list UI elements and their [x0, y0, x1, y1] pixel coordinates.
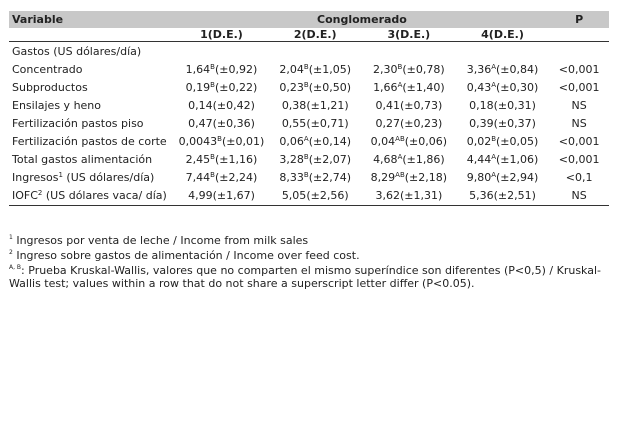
cell-superscript: A [491, 153, 496, 161]
cell-col-4 [456, 79, 550, 97]
table-row [9, 97, 609, 115]
cell-mean: 2,45 [185, 153, 211, 166]
footnote-2-mark: 2 [9, 249, 13, 256]
row-label-text: Subproductos [12, 81, 88, 94]
cell-sd: (±1,86) [402, 153, 445, 166]
cell-sd: (±1,40) [402, 81, 445, 94]
cell-mean: 0,19 [185, 81, 211, 94]
cell-p-value: <0,001 [558, 153, 600, 166]
cell-sd: (±2,07) [308, 153, 352, 166]
cell-superscript: B [210, 171, 215, 179]
cell-p-value: <0,001 [558, 81, 600, 94]
cell-mean: 2,04 [279, 63, 304, 76]
cell-col-4 [456, 133, 550, 151]
cell-p-value: NS [571, 117, 587, 130]
cell-col-1 [175, 169, 269, 187]
cell-col-4 [456, 115, 550, 133]
cell-sd: (±2,56) [306, 189, 349, 202]
cell-col-3 [362, 61, 456, 79]
footnote-3-text: : Prueba Kruskal-Wallis, valores que no comparten el mismo superíndice son diferentes (P<0,5) / Kruskal-Wallis test; values within a row that do not share a superscript letter differ (P<0.05). [9, 264, 601, 290]
table-row [9, 79, 609, 97]
cell-col-2 [268, 79, 362, 97]
row-label-text: Fertilización pastos piso [12, 117, 144, 130]
cell-sd: (±0,05) [496, 135, 539, 148]
cell-superscript: AB [395, 135, 405, 143]
cell-mean: 0,0043 [178, 135, 218, 148]
cell-mean: 4,99 [188, 189, 213, 202]
row-label-text: Fertilización pastos de corte [12, 135, 167, 148]
cell-mean: 7,44 [185, 171, 211, 184]
cell-sd: (±1,16) [214, 153, 258, 166]
cell-sd: (±0,36) [212, 117, 255, 130]
table-row [9, 115, 609, 133]
footnote-1-text: Ingresos por venta de leche / Income from milk sales [16, 234, 309, 247]
cell-mean: 0,23 [279, 81, 304, 94]
cell-p-value: NS [549, 187, 609, 206]
cell-sd: (±0,84) [496, 63, 539, 76]
footnote-3 [9, 264, 615, 290]
cell-col-3 [362, 187, 456, 206]
cell-mean: 4,44 [466, 153, 492, 166]
row-label [9, 61, 175, 79]
cell-col-1 [175, 133, 269, 151]
table-row [9, 133, 609, 151]
cell-sd: (±0,50) [308, 81, 352, 94]
row-label-tail: (US dólares vaca/ día) [42, 189, 167, 202]
cell-col-3 [362, 79, 456, 97]
cell-mean: 8,33 [279, 171, 304, 184]
cell-superscript: B [210, 153, 215, 161]
cell-mean: 4,68 [373, 153, 398, 166]
cell-superscript: B [303, 81, 309, 89]
row-label-text: IOFC [12, 189, 38, 202]
header-col-1: 1(D.E.) [175, 28, 269, 42]
cell-col-2 [268, 97, 362, 115]
cell-col-2 [268, 187, 362, 206]
cell-col-1 [175, 61, 269, 79]
row-label-tail: (US dólares/día) [62, 171, 155, 184]
cell-mean: 0,14 [188, 99, 213, 112]
cell-mean: 0,41 [375, 99, 400, 112]
cell-mean: 5,36 [469, 189, 494, 202]
cell-mean: 5,05 [281, 189, 307, 202]
table-header-row [9, 11, 609, 28]
cell-p-value: <0,1 [565, 171, 593, 184]
cell-col-1 [175, 151, 269, 169]
cell-sd: (±0,71) [306, 117, 349, 130]
cell-mean: 9,80 [466, 171, 492, 184]
cell-col-3 [362, 97, 456, 115]
cell-superscript: B [303, 171, 309, 179]
table-subheader-row [9, 28, 609, 42]
cell-superscript: A [491, 171, 496, 179]
cell-mean: 0,02 [466, 135, 492, 148]
header-p: P [549, 11, 609, 28]
cell-col-3 [362, 169, 456, 187]
cell-sd: (±1,31) [399, 189, 443, 202]
cell-sd: (±0,92) [214, 63, 258, 76]
table-row [9, 187, 609, 206]
table-row [9, 169, 609, 187]
cell-superscript: B [217, 135, 222, 143]
header-col-3: 3(D.E.) [362, 28, 456, 42]
cell-sd: (±0,37) [493, 117, 536, 130]
footnote-2 [9, 249, 615, 262]
cell-superscript: A [491, 81, 496, 89]
header-variable: Variable [9, 11, 175, 28]
cell-sd: (±0,31) [493, 99, 536, 112]
row-label-text: Ingresos [12, 171, 59, 184]
cell-col-1 [175, 97, 269, 115]
row-label [9, 187, 175, 206]
cell-mean: 0,43 [466, 81, 492, 94]
row-label [9, 133, 175, 151]
cell-mean: 0,04 [370, 135, 396, 148]
cell-sd: (±0,42) [212, 99, 255, 112]
cell-superscript: B [210, 63, 215, 71]
cell-mean: 0,39 [469, 117, 494, 130]
cell-col-2 [268, 151, 362, 169]
row-label-text: Ensilajes y heno [12, 99, 102, 112]
cell-mean: 0,18 [469, 99, 494, 112]
cell-superscript: B [397, 63, 403, 71]
cell-col-3 [362, 151, 456, 169]
cell-superscript: B [491, 135, 497, 143]
cell-sd: (±0,06) [404, 135, 448, 148]
cell-sd: (±0,73) [399, 99, 443, 112]
cell-col-3 [362, 115, 456, 133]
cell-col-1 [175, 115, 269, 133]
cell-sd: (±0,01) [221, 135, 265, 148]
footnotes [9, 234, 615, 292]
cell-mean: 1,66 [373, 81, 398, 94]
footnote-2-text: Ingreso sobre gastos de alimentación / Income over feed cost. [16, 249, 360, 262]
cell-mean: 3,36 [466, 63, 492, 76]
cell-superscript: B [303, 153, 309, 161]
row-label [9, 97, 175, 115]
cell-sd: (±1,21) [306, 99, 349, 112]
row-label [9, 115, 175, 133]
cell-superscript: A [397, 81, 403, 89]
cell-sd: (±0,14) [308, 135, 351, 148]
cell-p-value: <0,001 [558, 63, 600, 76]
row-label-footnote-mark: 1 [58, 171, 63, 179]
cell-mean: 1,64 [185, 63, 211, 76]
cell-superscript: B [303, 63, 309, 71]
cell-superscript: A [397, 153, 403, 161]
cell-sd: (±2,18) [404, 171, 448, 184]
cell-mean: 0,38 [281, 99, 307, 112]
cell-superscript: AB [395, 171, 405, 179]
cell-sd: (±2,74) [308, 171, 352, 184]
cell-mean: 3,62 [375, 189, 400, 202]
cell-superscript: A [491, 63, 496, 71]
cell-mean: 2,30 [373, 63, 398, 76]
cell-superscript: B [210, 81, 215, 89]
cell-p-value: NS [571, 99, 587, 112]
cell-superscript: A [303, 135, 309, 143]
cell-col-3 [362, 133, 456, 151]
table-row [9, 61, 609, 79]
cell-sd: (±0,23) [399, 117, 443, 130]
cell-mean: 0,27 [375, 117, 400, 130]
cell-mean: 3,28 [279, 153, 304, 166]
cell-col-4 [456, 151, 550, 169]
cell-sd: (±0,30) [496, 81, 539, 94]
section-label: Gastos (US dólares/día) [12, 45, 142, 58]
row-label-text: Total gastos alimentación [12, 153, 153, 166]
cell-col-4 [456, 169, 550, 187]
table-row [9, 151, 609, 169]
cell-mean: 0,47 [188, 117, 213, 130]
cell-mean: 8,29 [370, 171, 396, 184]
results-table [9, 11, 609, 206]
cell-col-2 [268, 169, 362, 187]
cell-sd: (±1,05) [308, 63, 352, 76]
cell-sd: (±2,94) [496, 171, 539, 184]
cell-sd: (±2,51) [493, 189, 536, 202]
footnote-1 [9, 234, 615, 247]
section-row [9, 42, 609, 62]
row-label-text: Concentrado [12, 63, 83, 76]
cell-col-2 [268, 115, 362, 133]
cell-mean: 0,06 [279, 135, 304, 148]
row-label [9, 151, 175, 169]
cell-col-1 [175, 79, 269, 97]
cell-col-4 [456, 97, 550, 115]
row-label [9, 169, 175, 187]
cell-p-value: <0,001 [558, 135, 600, 148]
row-label [9, 79, 175, 97]
cell-col-2 [268, 133, 362, 151]
cell-sd: (±0,78) [402, 63, 445, 76]
cell-sd: (±0,22) [214, 81, 258, 94]
footnote-3-mark: A, B [9, 264, 22, 271]
cell-sd: (±1,06) [496, 153, 539, 166]
header-conglomerado: Conglomerado [175, 11, 550, 28]
cell-col-1 [175, 187, 269, 206]
cell-sd: (±2,24) [214, 171, 258, 184]
header-col-2: 2(D.E.) [268, 28, 362, 42]
cell-sd: (±1,67) [212, 189, 255, 202]
cell-col-2 [268, 61, 362, 79]
footnote-1-mark: 1 [9, 234, 13, 241]
cell-col-4 [456, 61, 550, 79]
row-label-footnote-mark: 2 [37, 189, 43, 197]
cell-col-4 [456, 187, 550, 206]
cell-mean: 0,55 [281, 117, 307, 130]
header-col-4: 4(D.E.) [456, 28, 550, 42]
